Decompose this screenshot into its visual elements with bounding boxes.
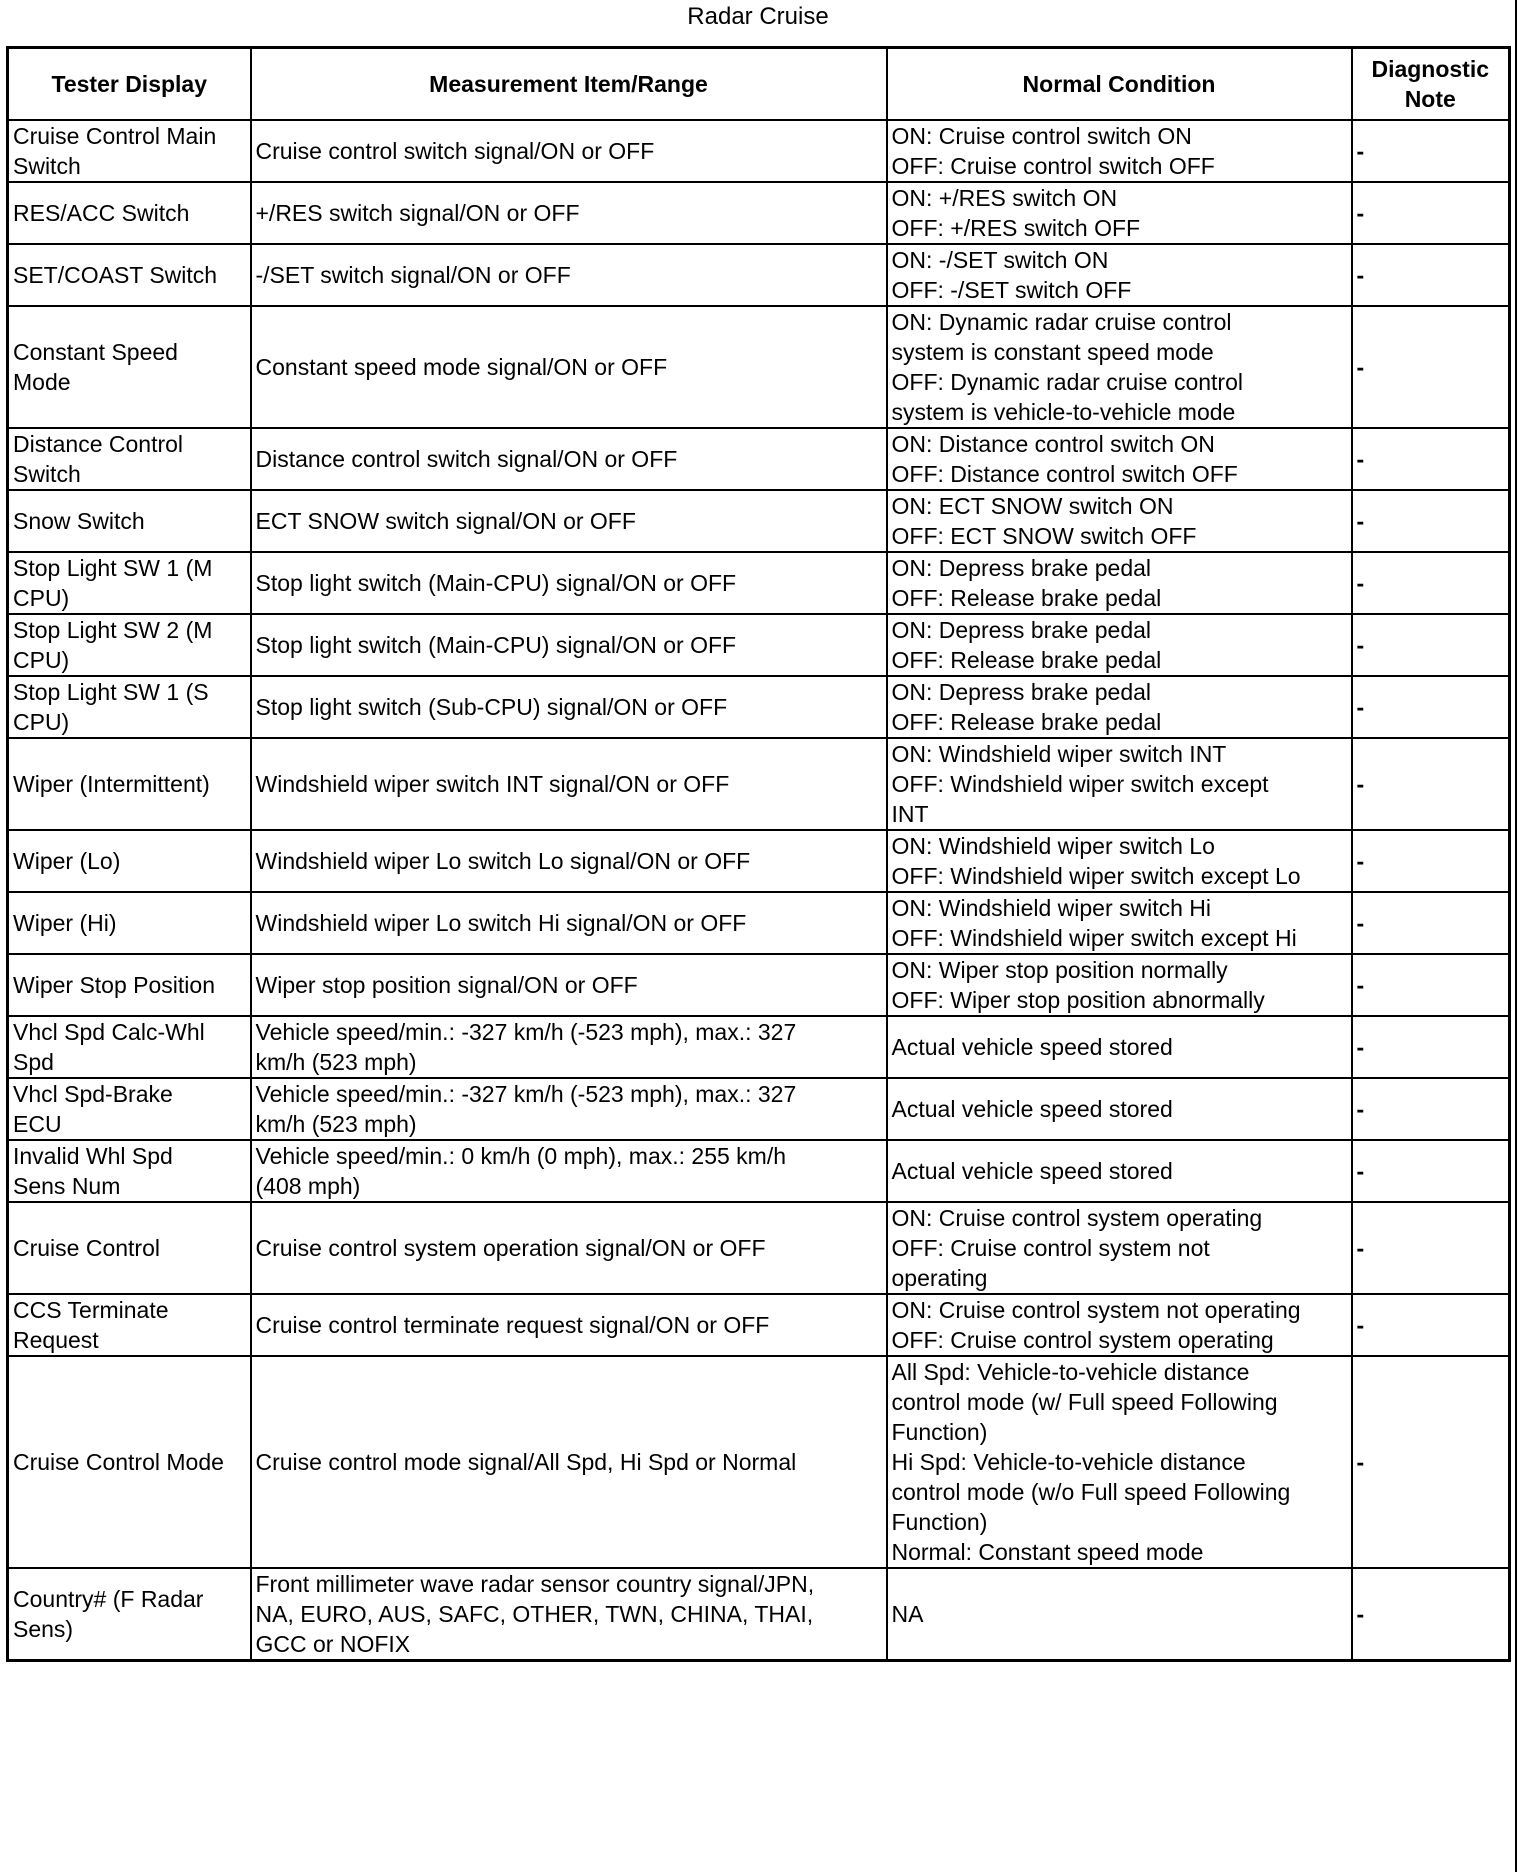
cell-normal-condition: ON: ECT SNOW switch ON OFF: ECT SNOW switch OFF: [887, 490, 1352, 552]
cell-tester-display: Country# (F Radar Sens): [8, 1568, 251, 1661]
cell-measurement: Cruise control switch signal/ON or OFF: [251, 120, 887, 182]
cell-tester-display: Wiper (Hi): [8, 892, 251, 954]
cell-tester-display: Vhcl Spd-Brake ECU: [8, 1078, 251, 1140]
cell-diagnostic-note: -: [1352, 244, 1510, 306]
cell-measurement: Stop light switch (Main-CPU) signal/ON or OFF: [251, 614, 887, 676]
cell-measurement: Distance control switch signal/ON or OFF: [251, 428, 887, 490]
cell-diagnostic-note: -: [1352, 182, 1510, 244]
cell-normal-condition: ON: Windshield wiper switch INT OFF: Windshield wiper switch except INT: [887, 738, 1352, 830]
cell-diagnostic-note: -: [1352, 1294, 1510, 1356]
cell-measurement: Front millimeter wave radar sensor country signal/JPN, NA, EURO, AUS, SAFC, OTHER, TWN, CHINA, THAI, GCC or NOFIX: [251, 1568, 887, 1661]
cell-tester-display: Vhcl Spd Calc-Whl Spd: [8, 1016, 251, 1078]
cell-normal-condition: ON: Dynamic radar cruise control system is constant speed mode OFF: Dynamic radar cruise control system is vehicle-to-vehicle mode: [887, 306, 1352, 428]
cell-tester-display: Stop Light SW 1 (M CPU): [8, 552, 251, 614]
table-row: [8, 954, 1510, 1016]
column-header-normal-condition: Normal Condition: [887, 48, 1352, 121]
cell-measurement: Stop light switch (Sub-CPU) signal/ON or OFF: [251, 676, 887, 738]
cell-diagnostic-note: -: [1352, 552, 1510, 614]
column-header-measurement: Measurement Item/Range: [251, 48, 887, 121]
cell-measurement: -/SET switch signal/ON or OFF: [251, 244, 887, 306]
cell-measurement: Vehicle speed/min.: 0 km/h (0 mph), max.: 255 km/h (408 mph): [251, 1140, 887, 1202]
table-row: [8, 1078, 1510, 1140]
cell-normal-condition: ON: -/SET switch ON OFF: -/SET switch OFF: [887, 244, 1352, 306]
cell-normal-condition: ON: Windshield wiper switch Lo OFF: Windshield wiper switch except Lo: [887, 830, 1352, 892]
cell-normal-condition: ON: Cruise control switch ON OFF: Cruise control switch OFF: [887, 120, 1352, 182]
table-row: [8, 182, 1510, 244]
cell-diagnostic-note: -: [1352, 892, 1510, 954]
cell-tester-display: Cruise Control Main Switch: [8, 120, 251, 182]
radar-cruise-table: [6, 46, 1511, 1662]
table-body: [8, 120, 1510, 1661]
table-row: [8, 738, 1510, 830]
cell-normal-condition: NA: [887, 1568, 1352, 1661]
cell-measurement: Cruise control system operation signal/ON or OFF: [251, 1202, 887, 1294]
cell-normal-condition: ON: Windshield wiper switch Hi OFF: Windshield wiper switch except Hi: [887, 892, 1352, 954]
cell-tester-display: Snow Switch: [8, 490, 251, 552]
cell-measurement: Windshield wiper switch INT signal/ON or OFF: [251, 738, 887, 830]
cell-diagnostic-note: -: [1352, 490, 1510, 552]
table-row: [8, 1202, 1510, 1294]
cell-tester-display: Cruise Control: [8, 1202, 251, 1294]
table-row: [8, 1568, 1510, 1661]
cell-diagnostic-note: -: [1352, 676, 1510, 738]
cell-diagnostic-note: -: [1352, 1202, 1510, 1294]
cell-tester-display: Wiper (Intermittent): [8, 738, 251, 830]
cell-measurement: Windshield wiper Lo switch Lo signal/ON or OFF: [251, 830, 887, 892]
table-row: [8, 1356, 1510, 1568]
cell-measurement: Vehicle speed/min.: -327 km/h (-523 mph), max.: 327 km/h (523 mph): [251, 1078, 887, 1140]
cell-tester-display: Stop Light SW 2 (M CPU): [8, 614, 251, 676]
cell-tester-display: SET/COAST Switch: [8, 244, 251, 306]
table-row: [8, 428, 1510, 490]
table-row: [8, 306, 1510, 428]
table-header-row: [8, 48, 1510, 121]
table-row: [8, 120, 1510, 182]
table-row: [8, 1294, 1510, 1356]
cell-diagnostic-note: -: [1352, 1568, 1510, 1661]
cell-tester-display: CCS Terminate Request: [8, 1294, 251, 1356]
cell-normal-condition: All Spd: Vehicle-to-vehicle distance control mode (w/ Full speed Following Function) Hi Spd: Vehicle-to-vehicle distance control mode (w/o Full speed Following Function) Normal: Constant speed mode: [887, 1356, 1352, 1568]
table-row: [8, 614, 1510, 676]
page-title: Radar Cruise: [687, 3, 829, 30]
cell-tester-display: Wiper Stop Position: [8, 954, 251, 1016]
cell-diagnostic-note: -: [1352, 1078, 1510, 1140]
cell-tester-display: Distance Control Switch: [8, 428, 251, 490]
table-row: [8, 244, 1510, 306]
cell-normal-condition: Actual vehicle speed stored: [887, 1016, 1352, 1078]
cell-diagnostic-note: -: [1352, 1356, 1510, 1568]
cell-tester-display: Stop Light SW 1 (S CPU): [8, 676, 251, 738]
cell-measurement: ECT SNOW switch signal/ON or OFF: [251, 490, 887, 552]
cell-measurement: Wiper stop position signal/ON or OFF: [251, 954, 887, 1016]
page-edge-rule: [1515, 0, 1517, 1872]
cell-tester-display: Wiper (Lo): [8, 830, 251, 892]
table-row: [8, 676, 1510, 738]
cell-measurement: Cruise control mode signal/All Spd, Hi Spd or Normal: [251, 1356, 887, 1568]
cell-normal-condition: ON: Distance control switch ON OFF: Distance control switch OFF: [887, 428, 1352, 490]
cell-diagnostic-note: -: [1352, 306, 1510, 428]
table-row: [8, 552, 1510, 614]
cell-tester-display: Invalid Whl Spd Sens Num: [8, 1140, 251, 1202]
cell-diagnostic-note: -: [1352, 428, 1510, 490]
cell-normal-condition: ON: Depress brake pedal OFF: Release brake pedal: [887, 552, 1352, 614]
table-row: [8, 490, 1510, 552]
cell-normal-condition: ON: Wiper stop position normally OFF: Wiper stop position abnormally: [887, 954, 1352, 1016]
cell-normal-condition: ON: Cruise control system operating OFF: Cruise control system not operating: [887, 1202, 1352, 1294]
cell-diagnostic-note: -: [1352, 120, 1510, 182]
cell-normal-condition: ON: +/RES switch ON OFF: +/RES switch OFF: [887, 182, 1352, 244]
cell-measurement: +/RES switch signal/ON or OFF: [251, 182, 887, 244]
cell-tester-display: RES/ACC Switch: [8, 182, 251, 244]
cell-normal-condition: Actual vehicle speed stored: [887, 1078, 1352, 1140]
cell-diagnostic-note: -: [1352, 1016, 1510, 1078]
cell-measurement: Stop light switch (Main-CPU) signal/ON or OFF: [251, 552, 887, 614]
cell-diagnostic-note: -: [1352, 1140, 1510, 1202]
table-row: [8, 1140, 1510, 1202]
cell-measurement: Vehicle speed/min.: -327 km/h (-523 mph), max.: 327 km/h (523 mph): [251, 1016, 887, 1078]
cell-diagnostic-note: -: [1352, 830, 1510, 892]
cell-normal-condition: ON: Depress brake pedal OFF: Release brake pedal: [887, 676, 1352, 738]
cell-diagnostic-note: -: [1352, 738, 1510, 830]
column-header-diagnostic-note: Diagnostic Note: [1352, 48, 1510, 121]
cell-normal-condition: Actual vehicle speed stored: [887, 1140, 1352, 1202]
table-row: [8, 892, 1510, 954]
cell-measurement: Windshield wiper Lo switch Hi signal/ON or OFF: [251, 892, 887, 954]
cell-diagnostic-note: -: [1352, 954, 1510, 1016]
cell-measurement: Constant speed mode signal/ON or OFF: [251, 306, 887, 428]
cell-tester-display: Cruise Control Mode: [8, 1356, 251, 1568]
column-header-tester-display: Tester Display: [8, 48, 251, 121]
cell-diagnostic-note: -: [1352, 614, 1510, 676]
cell-measurement: Cruise control terminate request signal/ON or OFF: [251, 1294, 887, 1356]
cell-normal-condition: ON: Cruise control system not operating OFF: Cruise control system operating: [887, 1294, 1352, 1356]
table-row: [8, 830, 1510, 892]
cell-normal-condition: ON: Depress brake pedal OFF: Release brake pedal: [887, 614, 1352, 676]
cell-tester-display: Constant Speed Mode: [8, 306, 251, 428]
table-row: [8, 1016, 1510, 1078]
